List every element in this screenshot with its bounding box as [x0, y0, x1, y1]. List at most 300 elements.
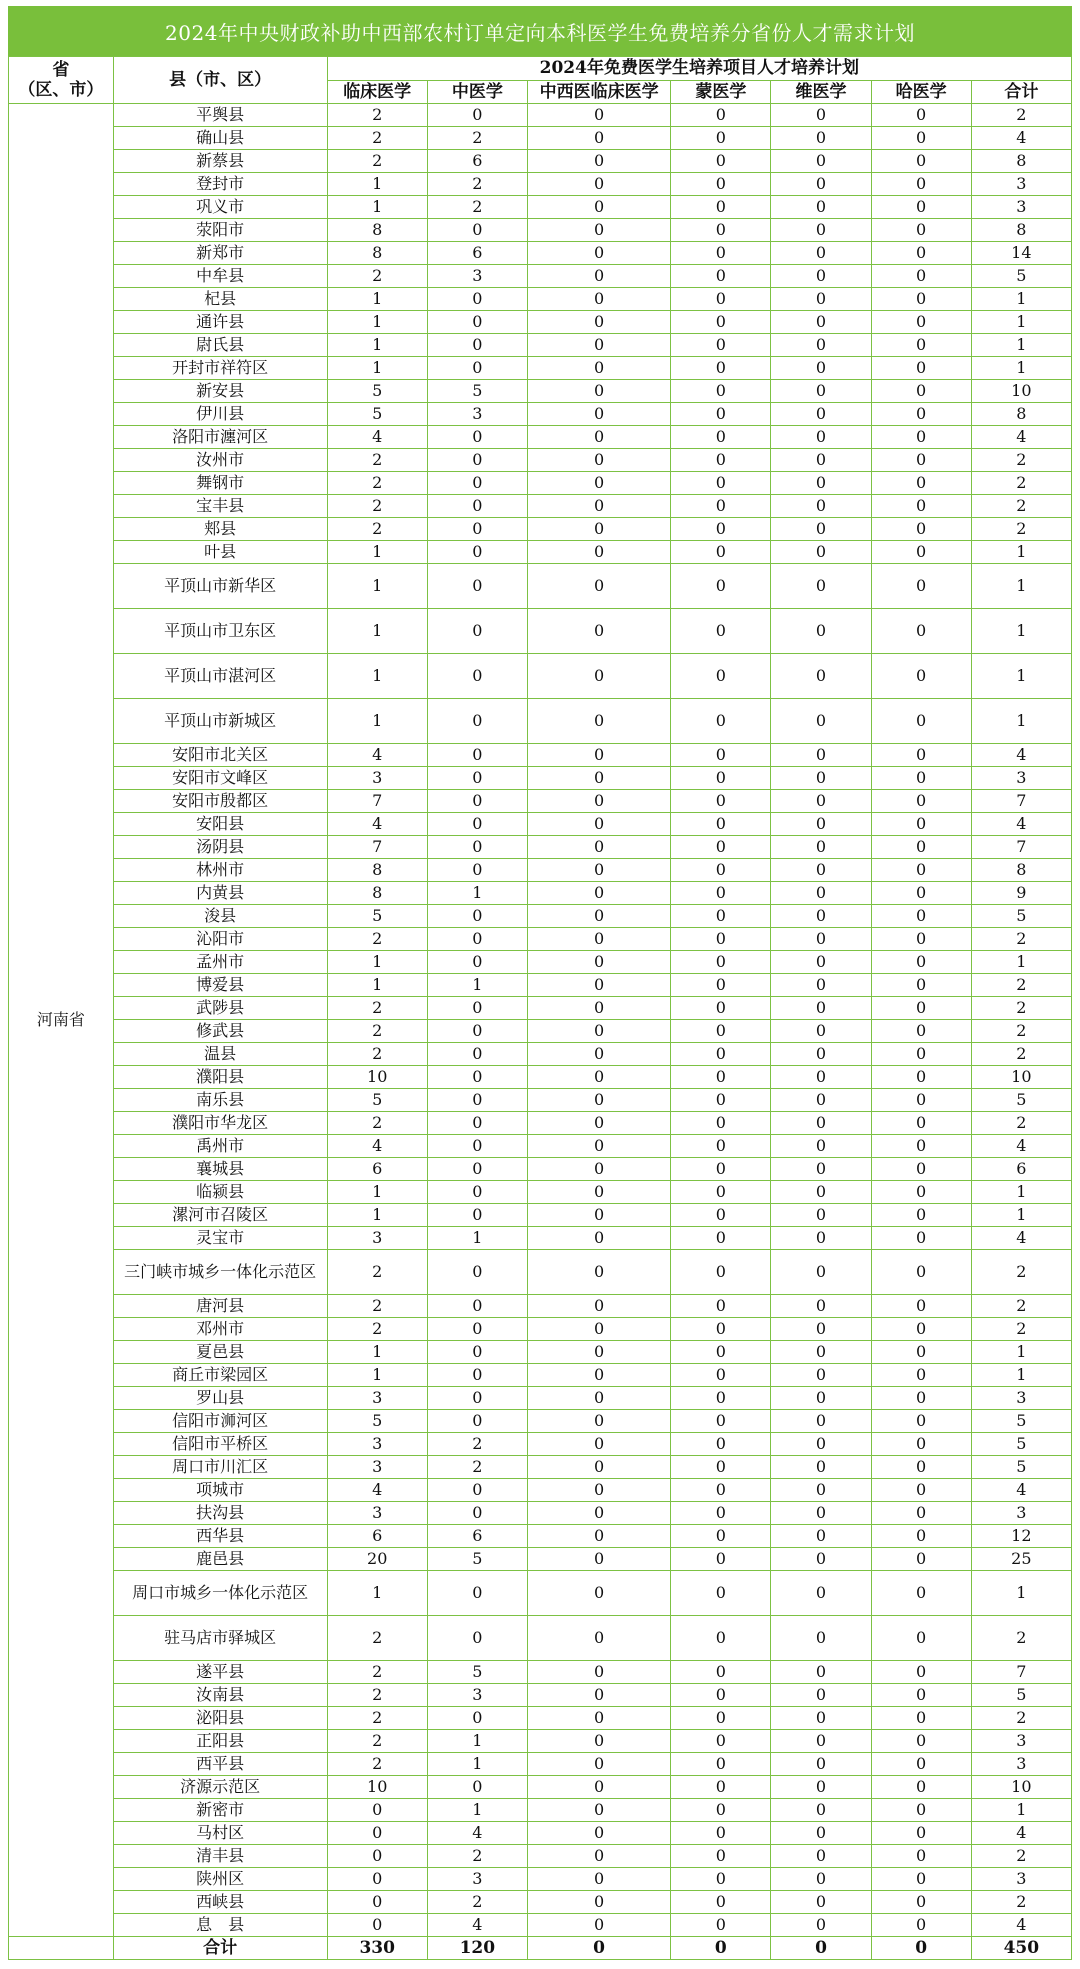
value-cell: 2 — [971, 1112, 1071, 1135]
value-cell: 2 — [971, 104, 1071, 127]
value-cell: 0 — [527, 265, 670, 288]
value-cell: 0 — [871, 564, 971, 609]
value-cell: 0 — [671, 518, 771, 541]
value-cell: 0 — [671, 1250, 771, 1295]
value-cell: 0 — [871, 1158, 971, 1181]
plan-header: 2024年免费医学生培养项目人才培养计划 — [327, 57, 1071, 81]
value-cell: 0 — [427, 334, 527, 357]
value-cell: 1 — [327, 196, 427, 219]
table-row — [9, 699, 1072, 744]
value-cell: 0 — [671, 127, 771, 150]
value-cell: 0 — [771, 654, 871, 699]
value-cell: 0 — [671, 1181, 771, 1204]
value-cell: 2 — [327, 1020, 427, 1043]
value-cell: 1 — [971, 1181, 1071, 1204]
value-cell: 0 — [871, 699, 971, 744]
value-cell: 3 — [971, 1753, 1071, 1776]
value-cell: 0 — [771, 1227, 871, 1250]
value-cell: 0 — [427, 472, 527, 495]
value-cell: 0 — [871, 1891, 971, 1914]
county-cell: 临颍县 — [113, 1181, 327, 1204]
value-cell: 0 — [527, 859, 670, 882]
value-cell: 0 — [527, 1135, 670, 1158]
value-cell: 0 — [871, 1914, 971, 1937]
value-cell: 0 — [527, 1043, 670, 1066]
county-cell: 确山县 — [113, 127, 327, 150]
value-cell: 0 — [871, 150, 971, 173]
value-cell: 0 — [871, 1250, 971, 1295]
value-cell: 1 — [327, 541, 427, 564]
value-cell: 0 — [871, 1066, 971, 1089]
value-cell: 0 — [771, 127, 871, 150]
value-cell: 0 — [671, 1204, 771, 1227]
value-cell: 0 — [527, 173, 670, 196]
value-cell: 0 — [771, 1776, 871, 1799]
value-cell: 0 — [671, 242, 771, 265]
total-label: 合计 — [113, 1937, 327, 1960]
value-cell: 0 — [771, 609, 871, 654]
value-cell: 2 — [971, 518, 1071, 541]
table-row — [9, 1502, 1072, 1525]
value-cell: 0 — [671, 1822, 771, 1845]
value-cell: 0 — [527, 1707, 670, 1730]
value-cell: 0 — [527, 1250, 670, 1295]
county-cell: 西平县 — [113, 1753, 327, 1776]
county-cell: 安阳市殷都区 — [113, 790, 327, 813]
value-cell: 0 — [771, 1479, 871, 1502]
county-cell: 新郑市 — [113, 242, 327, 265]
value-cell: 7 — [327, 836, 427, 859]
table-row — [9, 1364, 1072, 1387]
value-cell: 1 — [327, 1571, 427, 1616]
county-cell: 林州市 — [113, 859, 327, 882]
value-cell: 0 — [527, 219, 670, 242]
value-cell: 0 — [771, 1616, 871, 1661]
value-cell: 6 — [427, 242, 527, 265]
value-cell: 0 — [427, 357, 527, 380]
county-cell: 汤阴县 — [113, 836, 327, 859]
value-cell: 2 — [427, 1433, 527, 1456]
value-cell: 0 — [671, 1891, 771, 1914]
value-cell: 5 — [327, 380, 427, 403]
value-cell: 1 — [971, 311, 1071, 334]
county-cell: 项城市 — [113, 1479, 327, 1502]
value-cell: 0 — [671, 357, 771, 380]
value-cell: 0 — [527, 1776, 670, 1799]
value-cell: 1 — [427, 1227, 527, 1250]
total-value-cell: 0 — [871, 1937, 971, 1960]
value-cell: 1 — [327, 1181, 427, 1204]
value-cell: 3 — [971, 173, 1071, 196]
value-cell: 0 — [771, 1502, 871, 1525]
value-cell: 0 — [527, 334, 670, 357]
value-cell: 2 — [327, 1043, 427, 1066]
value-cell: 4 — [971, 1479, 1071, 1502]
value-cell: 8 — [971, 859, 1071, 882]
value-cell: 1 — [971, 541, 1071, 564]
value-cell: 0 — [427, 1318, 527, 1341]
value-cell: 0 — [671, 1707, 771, 1730]
value-cell: 0 — [771, 1456, 871, 1479]
value-cell: 0 — [527, 495, 670, 518]
table-row — [9, 1479, 1072, 1502]
value-cell: 0 — [771, 288, 871, 311]
value-cell: 0 — [871, 1043, 971, 1066]
value-cell: 2 — [427, 1845, 527, 1868]
value-cell: 0 — [671, 265, 771, 288]
value-cell: 0 — [427, 790, 527, 813]
value-cell: 0 — [771, 1914, 871, 1937]
table-row — [9, 1707, 1072, 1730]
county-cell: 平舆县 — [113, 104, 327, 127]
value-cell: 0 — [871, 518, 971, 541]
value-cell: 8 — [971, 219, 1071, 242]
value-cell: 1 — [327, 334, 427, 357]
value-cell: 0 — [871, 449, 971, 472]
value-cell: 2 — [971, 449, 1071, 472]
value-cell: 0 — [427, 518, 527, 541]
value-cell: 0 — [427, 1364, 527, 1387]
value-cell: 0 — [871, 1548, 971, 1571]
value-cell: 0 — [427, 654, 527, 699]
value-cell: 0 — [527, 1410, 670, 1433]
county-cell: 息 县 — [113, 1914, 327, 1937]
value-cell: 10 — [327, 1776, 427, 1799]
value-cell: 0 — [527, 1204, 670, 1227]
value-cell: 0 — [671, 1020, 771, 1043]
value-cell: 2 — [327, 1112, 427, 1135]
value-cell: 0 — [527, 997, 670, 1020]
value-cell: 1 — [971, 654, 1071, 699]
value-cell: 5 — [971, 1410, 1071, 1433]
county-cell: 南乐县 — [113, 1089, 327, 1112]
value-cell: 0 — [671, 744, 771, 767]
county-cell: 修武县 — [113, 1020, 327, 1043]
value-cell: 0 — [771, 882, 871, 905]
value-cell: 7 — [971, 836, 1071, 859]
value-cell: 0 — [527, 311, 670, 334]
value-cell: 10 — [971, 380, 1071, 403]
value-cell: 0 — [871, 1822, 971, 1845]
county-cell: 漯河市召陵区 — [113, 1204, 327, 1227]
value-cell: 5 — [971, 1089, 1071, 1112]
value-cell: 0 — [427, 699, 527, 744]
county-cell: 平顶山市湛河区 — [113, 654, 327, 699]
value-cell: 1 — [971, 357, 1071, 380]
value-cell: 0 — [527, 1616, 670, 1661]
value-cell: 0 — [327, 1891, 427, 1914]
value-cell: 0 — [771, 1753, 871, 1776]
table-row — [9, 1684, 1072, 1707]
value-cell: 2 — [327, 1295, 427, 1318]
table-row — [9, 541, 1072, 564]
value-cell: 2 — [427, 173, 527, 196]
value-cell: 0 — [427, 1204, 527, 1227]
value-cell: 0 — [771, 1066, 871, 1089]
value-cell: 3 — [327, 767, 427, 790]
value-cell: 0 — [671, 564, 771, 609]
value-cell: 5 — [327, 1410, 427, 1433]
value-cell: 0 — [871, 1799, 971, 1822]
value-cell: 0 — [527, 1295, 670, 1318]
value-cell: 4 — [427, 1914, 527, 1937]
value-cell: 0 — [771, 997, 871, 1020]
value-cell: 0 — [671, 1502, 771, 1525]
value-cell: 3 — [971, 1730, 1071, 1753]
value-cell: 0 — [771, 334, 871, 357]
county-cell: 濮阳县 — [113, 1066, 327, 1089]
value-cell: 0 — [427, 1410, 527, 1433]
value-cell: 0 — [671, 449, 771, 472]
value-cell: 6 — [427, 1525, 527, 1548]
value-cell: 0 — [671, 1914, 771, 1937]
value-cell: 2 — [427, 1456, 527, 1479]
table-row — [9, 974, 1072, 997]
value-cell: 0 — [671, 1479, 771, 1502]
value-cell: 0 — [871, 1387, 971, 1410]
value-cell: 3 — [327, 1502, 427, 1525]
value-cell: 0 — [771, 357, 871, 380]
county-cell: 安阳县 — [113, 813, 327, 836]
value-cell: 0 — [771, 311, 871, 334]
value-cell: 5 — [971, 1433, 1071, 1456]
value-cell: 2 — [327, 997, 427, 1020]
value-cell: 0 — [671, 1295, 771, 1318]
value-cell: 1 — [327, 1364, 427, 1387]
value-cell: 0 — [871, 1410, 971, 1433]
county-cell: 信阳市浉河区 — [113, 1410, 327, 1433]
value-cell: 1 — [327, 699, 427, 744]
value-cell: 2 — [327, 1730, 427, 1753]
table-row — [9, 403, 1072, 426]
value-cell: 0 — [527, 699, 670, 744]
value-cell: 0 — [771, 1707, 871, 1730]
value-cell: 0 — [527, 1525, 670, 1548]
value-cell: 0 — [427, 744, 527, 767]
value-cell: 0 — [771, 767, 871, 790]
value-cell: 2 — [327, 265, 427, 288]
value-cell: 0 — [771, 813, 871, 836]
value-cell: 0 — [527, 1502, 670, 1525]
value-cell: 0 — [871, 127, 971, 150]
value-cell: 0 — [671, 609, 771, 654]
value-cell: 3 — [971, 767, 1071, 790]
value-cell: 0 — [871, 173, 971, 196]
value-cell: 0 — [327, 1822, 427, 1845]
value-cell: 0 — [427, 767, 527, 790]
value-cell: 2 — [971, 974, 1071, 997]
value-cell: 2 — [971, 1318, 1071, 1341]
value-cell: 0 — [771, 196, 871, 219]
value-cell: 2 — [327, 518, 427, 541]
table-row — [9, 744, 1072, 767]
value-cell: 0 — [671, 472, 771, 495]
county-cell: 郏县 — [113, 518, 327, 541]
table-row — [9, 518, 1072, 541]
value-cell: 0 — [671, 1525, 771, 1548]
county-cell: 泌阳县 — [113, 1707, 327, 1730]
value-cell: 0 — [871, 1456, 971, 1479]
value-cell: 0 — [527, 564, 670, 609]
value-cell: 4 — [971, 1227, 1071, 1250]
value-cell: 0 — [771, 1250, 871, 1295]
value-cell: 0 — [671, 311, 771, 334]
value-cell: 0 — [771, 472, 871, 495]
value-cell: 0 — [771, 1845, 871, 1868]
value-cell: 5 — [427, 380, 527, 403]
table-row — [9, 1227, 1072, 1250]
value-cell: 0 — [871, 426, 971, 449]
total-value-cell: 330 — [327, 1937, 427, 1960]
value-cell: 0 — [771, 1730, 871, 1753]
table-row — [9, 1730, 1072, 1753]
value-cell: 0 — [527, 974, 670, 997]
value-cell: 0 — [527, 882, 670, 905]
value-cell: 1 — [971, 334, 1071, 357]
table-row — [9, 951, 1072, 974]
table-row — [9, 426, 1072, 449]
value-cell: 0 — [671, 173, 771, 196]
value-cell: 0 — [771, 150, 871, 173]
value-cell: 1 — [971, 564, 1071, 609]
value-cell: 2 — [327, 1616, 427, 1661]
value-cell: 0 — [671, 1158, 771, 1181]
value-cell: 25 — [971, 1548, 1071, 1571]
table-row — [9, 380, 1072, 403]
value-cell: 0 — [671, 1043, 771, 1066]
value-cell: 5 — [327, 403, 427, 426]
value-cell: 20 — [327, 1548, 427, 1571]
table-row — [9, 1525, 1072, 1548]
value-cell: 0 — [771, 1433, 871, 1456]
value-cell: 10 — [327, 1066, 427, 1089]
value-cell: 0 — [427, 541, 527, 564]
value-cell: 0 — [871, 1364, 971, 1387]
value-cell: 0 — [671, 654, 771, 699]
county-cell: 伊川县 — [113, 403, 327, 426]
value-cell: 0 — [871, 1089, 971, 1112]
value-cell: 0 — [527, 767, 670, 790]
county-cell: 叶县 — [113, 541, 327, 564]
value-cell: 0 — [771, 1387, 871, 1410]
county-cell: 巩义市 — [113, 196, 327, 219]
county-cell: 新安县 — [113, 380, 327, 403]
value-cell: 0 — [671, 813, 771, 836]
col-header: 合计 — [971, 81, 1071, 104]
value-cell: 0 — [871, 1525, 971, 1548]
value-cell: 1 — [327, 609, 427, 654]
value-cell: 14 — [971, 242, 1071, 265]
value-cell: 1 — [327, 1341, 427, 1364]
value-cell: 0 — [671, 334, 771, 357]
value-cell: 0 — [771, 1020, 871, 1043]
value-cell: 1 — [971, 1799, 1071, 1822]
value-cell: 4 — [327, 813, 427, 836]
value-cell: 2 — [427, 196, 527, 219]
value-cell: 0 — [327, 1799, 427, 1822]
value-cell: 0 — [527, 1548, 670, 1571]
value-cell: 1 — [971, 1204, 1071, 1227]
table-row — [9, 1845, 1072, 1868]
county-cell: 禹州市 — [113, 1135, 327, 1158]
value-cell: 4 — [971, 426, 1071, 449]
table-row — [9, 1158, 1072, 1181]
value-cell: 0 — [527, 1891, 670, 1914]
value-cell: 0 — [527, 836, 670, 859]
value-cell: 0 — [671, 1410, 771, 1433]
table-row — [9, 1066, 1072, 1089]
value-cell: 2 — [327, 1318, 427, 1341]
county-cell: 陕州区 — [113, 1868, 327, 1891]
value-cell: 0 — [871, 104, 971, 127]
value-cell: 0 — [671, 1066, 771, 1089]
value-cell: 0 — [427, 905, 527, 928]
value-cell: 0 — [527, 1571, 670, 1616]
value-cell: 0 — [671, 1730, 771, 1753]
value-cell: 0 — [427, 288, 527, 311]
county-cell: 沁阳市 — [113, 928, 327, 951]
value-cell: 0 — [671, 403, 771, 426]
value-cell: 0 — [771, 1364, 871, 1387]
value-cell: 10 — [971, 1776, 1071, 1799]
value-cell: 0 — [527, 449, 670, 472]
table-row — [9, 1410, 1072, 1433]
table-row — [9, 928, 1072, 951]
value-cell: 6 — [427, 150, 527, 173]
value-cell: 0 — [527, 744, 670, 767]
value-cell: 4 — [971, 1822, 1071, 1845]
value-cell: 0 — [871, 1341, 971, 1364]
value-cell: 0 — [527, 1684, 670, 1707]
value-cell: 0 — [527, 196, 670, 219]
county-cell: 平顶山市新华区 — [113, 564, 327, 609]
value-cell: 2 — [971, 928, 1071, 951]
total-value-cell: 0 — [771, 1937, 871, 1960]
value-cell: 0 — [771, 1135, 871, 1158]
county-cell: 舞钢市 — [113, 472, 327, 495]
value-cell: 0 — [871, 1295, 971, 1318]
value-cell: 2 — [327, 127, 427, 150]
county-cell: 清丰县 — [113, 1845, 327, 1868]
table-row — [9, 1387, 1072, 1410]
page-title: 2024年中央财政补助中西部农村订单定向本科医学生免费培养分省份人才需求计划 — [8, 6, 1072, 56]
value-cell: 1 — [327, 564, 427, 609]
value-cell: 0 — [427, 1616, 527, 1661]
value-cell: 0 — [527, 1318, 670, 1341]
value-cell: 0 — [771, 495, 871, 518]
value-cell: 4 — [971, 1135, 1071, 1158]
value-cell: 0 — [671, 1135, 771, 1158]
value-cell: 2 — [427, 1891, 527, 1914]
value-cell: 0 — [671, 1684, 771, 1707]
value-cell: 0 — [427, 564, 527, 609]
value-cell: 5 — [327, 905, 427, 928]
value-cell: 1 — [971, 1571, 1071, 1616]
value-cell: 0 — [427, 1295, 527, 1318]
value-cell: 0 — [527, 1066, 670, 1089]
value-cell: 0 — [671, 380, 771, 403]
value-cell: 0 — [871, 242, 971, 265]
county-cell: 中牟县 — [113, 265, 327, 288]
value-cell: 0 — [871, 1479, 971, 1502]
county-cell: 驻马店市驿城区 — [113, 1616, 327, 1661]
county-cell: 汝南县 — [113, 1684, 327, 1707]
value-cell: 0 — [527, 472, 670, 495]
province-header: 省 （区、市） — [9, 57, 114, 104]
value-cell: 2 — [327, 928, 427, 951]
county-cell: 西华县 — [113, 1525, 327, 1548]
value-cell: 2 — [327, 1661, 427, 1684]
